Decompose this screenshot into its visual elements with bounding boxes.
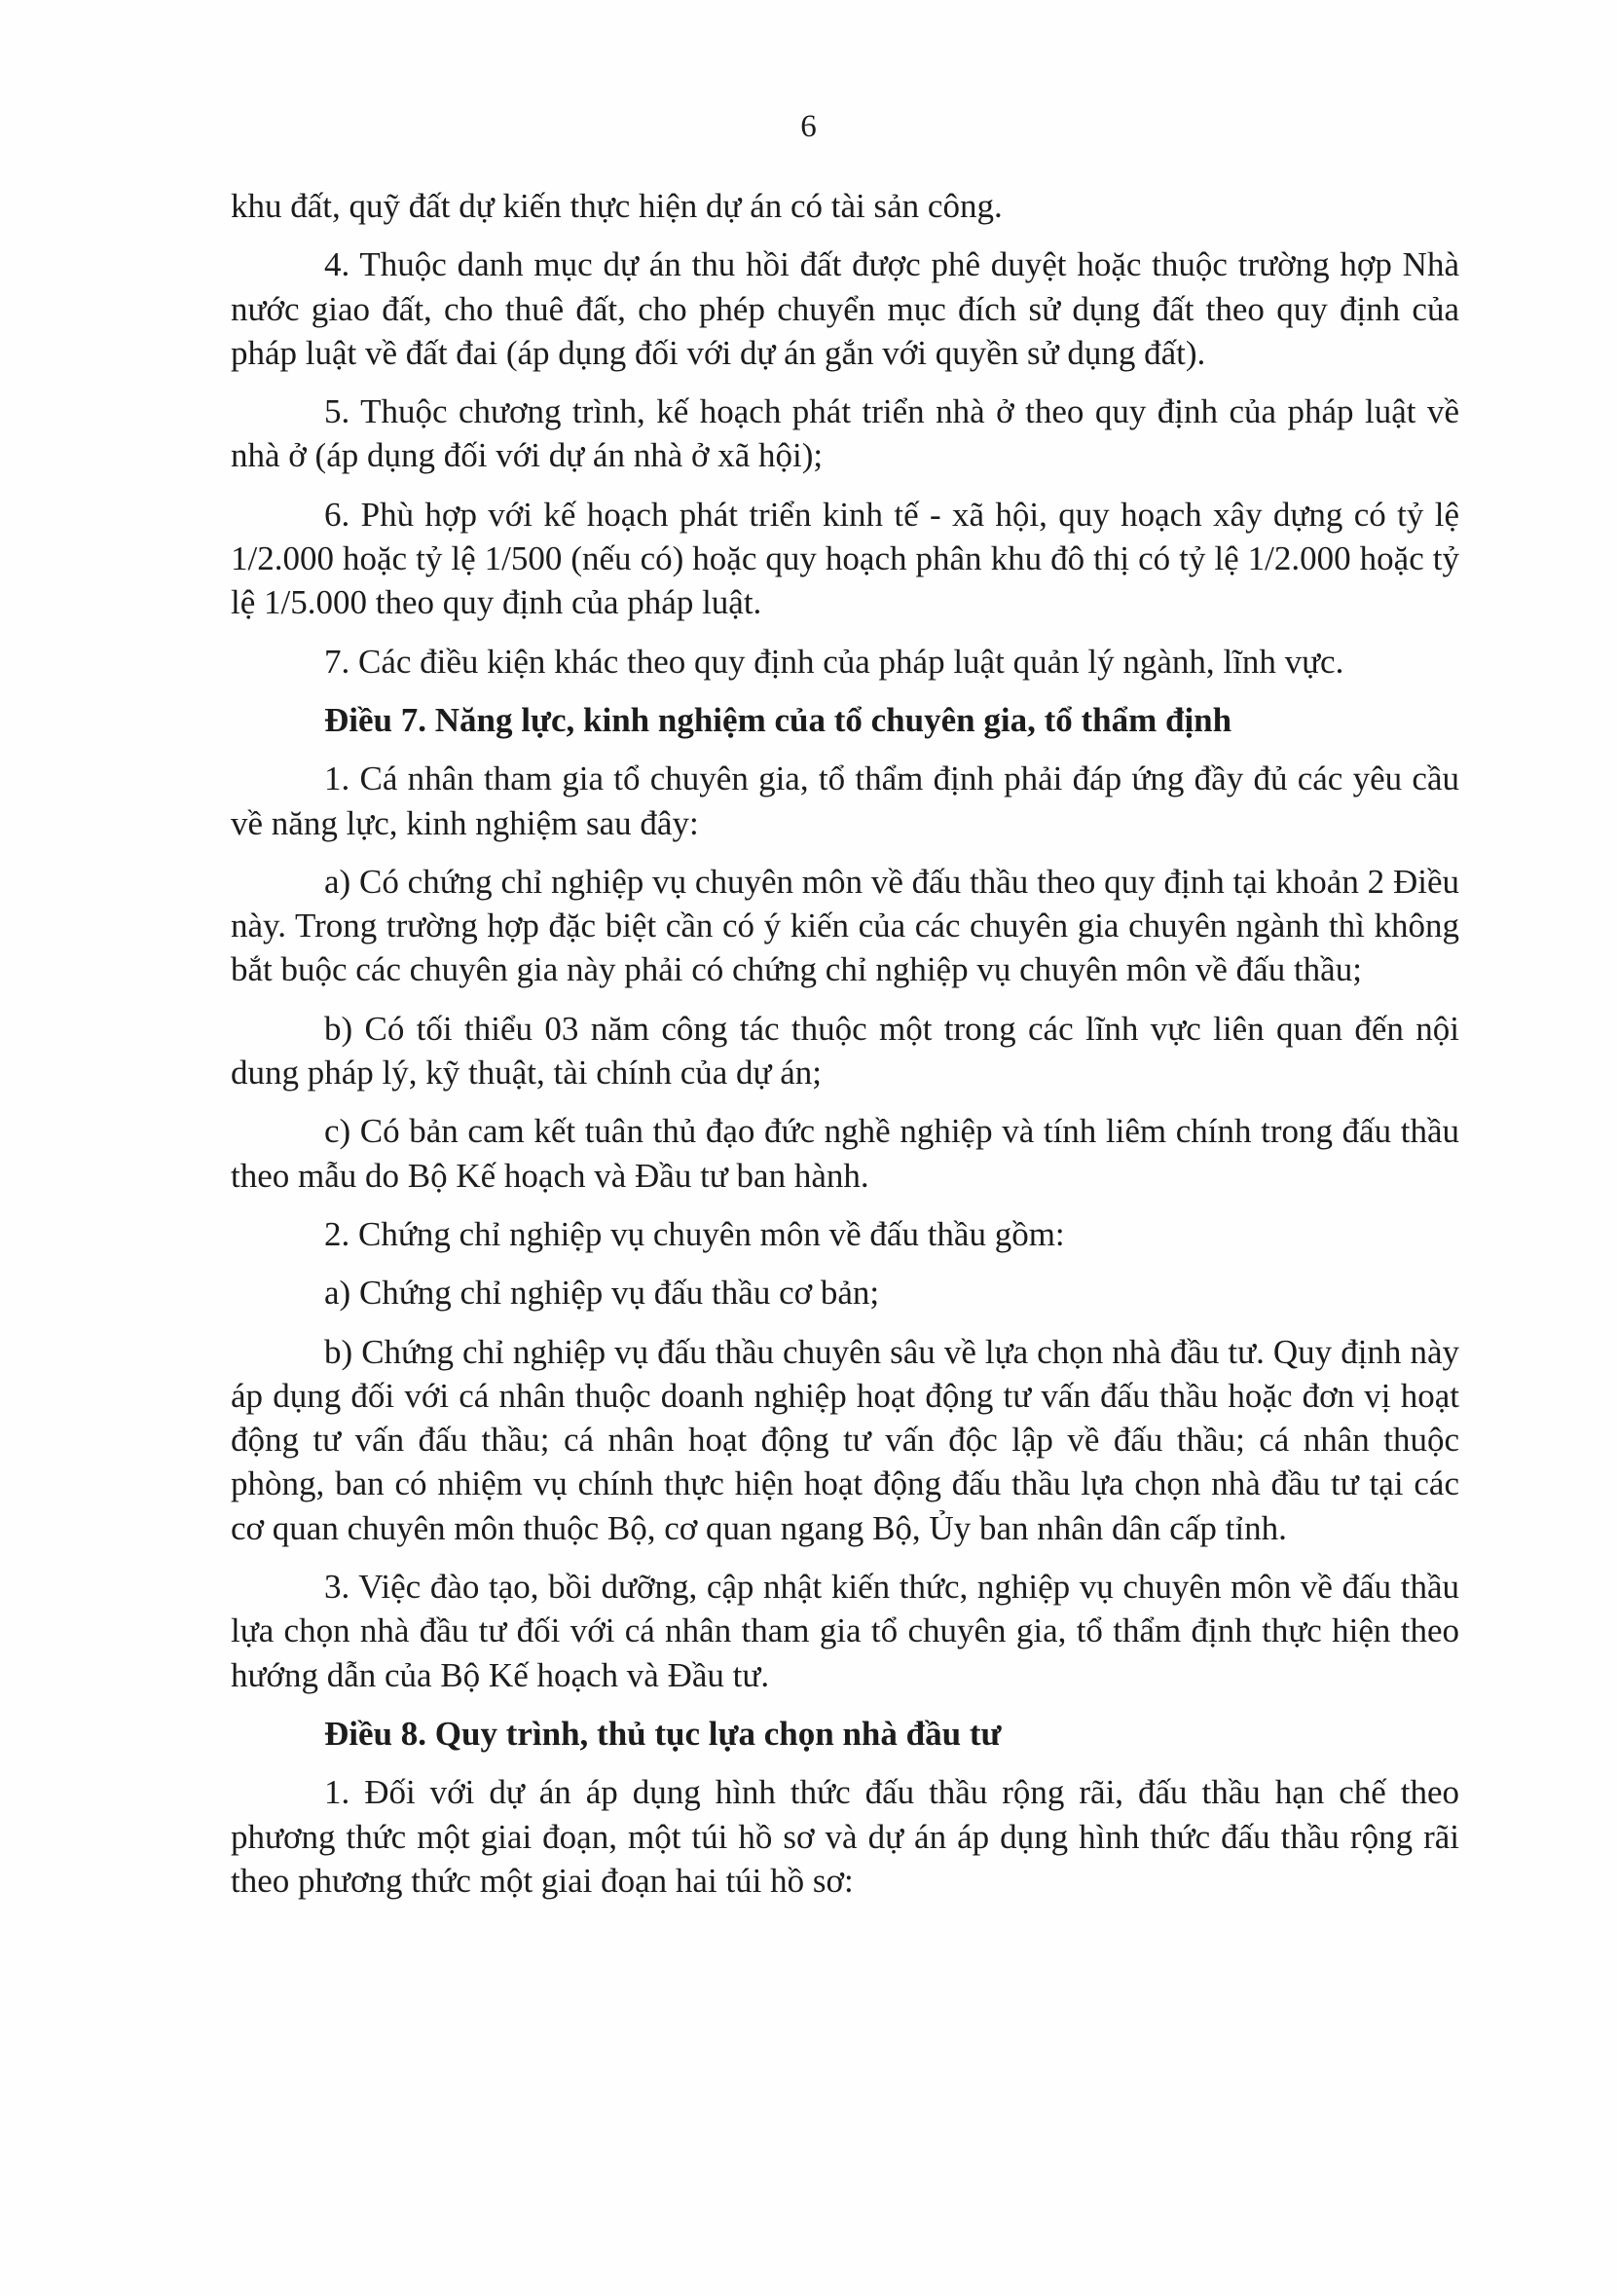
article-7-clause-1: 1. Cá nhân tham gia tổ chuyên gia, tổ thẩm định phải đáp ứng đầy đủ các yêu cầu về năng lực, kinh nghiệm sau đây: (231, 759, 1459, 842)
page-number: 6 (800, 109, 817, 144)
article-8-clause-1: 1. Đối với dự án áp dụng hình thức đấu thầu rộng rãi, đấu thầu hạn chế theo phương thức một giai đoạn, một túi hồ sơ và dự án áp dụng hình thức đấu thầu rộng rãi theo phương thức một giai đoạn hai túi hồ sơ: (231, 1773, 1459, 1900)
article-7-clause-2b: b) Chứng chỉ nghiệp vụ đấu thầu chuyên sâu về lựa chọn nhà đầu tư. Quy định này áp dụng đối với cá nhân thuộc doanh nghiệp hoạt động tư vấn đấu thầu hoặc đơn vị hoạt động tư vấn đấu thầu; cá nhân hoạt động tư vấn độc lập về đấu thầu; cá nhân thuộc phòng, ban có nhiệm vụ chính thực hiện hoạt động đấu thầu lựa chọn nhà đầu tư tại các cơ quan chuyên môn thuộc Bộ, cơ quan ngang Bộ, Ủy ban nhân dân cấp tỉnh. (231, 1332, 1459, 1547)
article-7-heading: Điều 7. Năng lực, kinh nghiệm của tổ chuyên gia, tổ thẩm định (324, 700, 1232, 739)
paragraph-item-6: 6. Phù hợp với kế hoạch phát triển kinh tế - xã hội, quy hoạch xây dựng có tỷ lệ 1/2.000 hoặc tỷ lệ 1/500 (nếu có) hoặc quy hoạch phân khu đô thị có tỷ lệ 1/2.000 hoặc tỷ lệ 1/5.000 theo quy định của pháp luật. (231, 495, 1459, 622)
paragraph-continuation: khu đất, quỹ đất dự kiến thực hiện dự án có tài sản công. (231, 187, 1003, 225)
article-7-clause-1a: a) Có chứng chỉ nghiệp vụ chuyên môn về đấu thầu theo quy định tại khoản 2 Điều này. Trong trường hợp đặc biệt cần có ý kiến của các chuyên gia chuyên ngành thì không bắt buộc các chuyên gia này phải có chứng chỉ nghiệp vụ chuyên môn về đấu thầu; (231, 862, 1459, 989)
document-body (231, 184, 1459, 1917)
article-7-clause-1c: c) Có bản cam kết tuân thủ đạo đức nghề nghiệp và tính liêm chính trong đấu thầu theo mẫu do Bộ Kế hoạch và Đầu tư ban hành. (231, 1112, 1459, 1195)
article-7-clause-1b: b) Có tối thiểu 03 năm công tác thuộc một trong các lĩnh vực liên quan đến nội dung pháp lý, kỹ thuật, tài chính của dự án; (231, 1009, 1459, 1092)
article-8-heading: Điều 8. Quy trình, thủ tục lựa chọn nhà đầu tư (324, 1714, 1002, 1753)
paragraph-item-4: 4. Thuộc danh mục dự án thu hồi đất được phê duyệt hoặc thuộc trường hợp Nhà nước giao đất, cho thuê đất, cho phép chuyển mục đích sử dụng đất theo quy định của pháp luật về đất đai (áp dụng đối với dự án gắn với quyền sử dụng đất). (231, 245, 1459, 372)
article-7-clause-2: 2. Chứng chỉ nghiệp vụ chuyên môn về đấu thầu gồm: (324, 1214, 1065, 1253)
article-7-clause-2a: a) Chứng chỉ nghiệp vụ đấu thầu cơ bản; (324, 1274, 880, 1313)
paragraph-item-5: 5. Thuộc chương trình, kế hoạch phát triển nhà ở theo quy định của pháp luật về nhà ở (áp dụng đối với dự án nhà ở xã hội); (231, 392, 1459, 475)
article-7-clause-3: 3. Việc đào tạo, bồi dưỡng, cập nhật kiến thức, nghiệp vụ chuyên môn về đấu thầu lựa chọn nhà đầu tư đối với cá nhân tham gia tổ chuyên gia, tổ thẩm định thực hiện theo hướng dẫn của Bộ Kế hoạch và Đầu tư. (231, 1568, 1459, 1694)
paragraph-item-7: 7. Các điều kiện khác theo quy định của pháp luật quản lý ngành, lĩnh vực. (324, 642, 1344, 681)
